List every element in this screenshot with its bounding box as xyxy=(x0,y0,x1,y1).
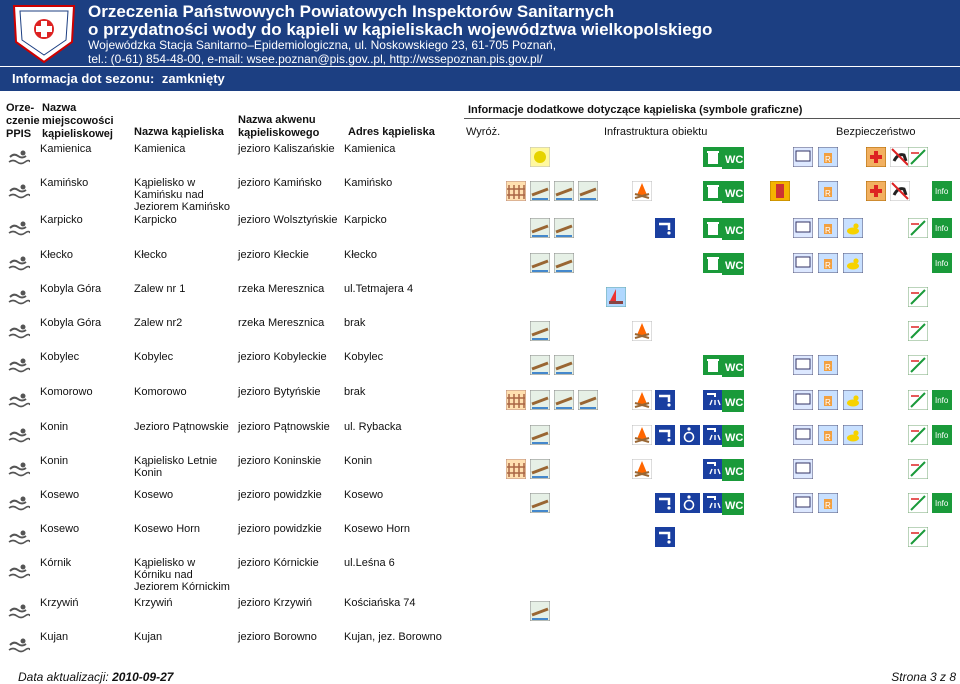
tap-icon xyxy=(655,218,675,238)
row-address: Kobylec xyxy=(344,351,384,363)
row-water-body: jezioro powidzkie xyxy=(238,489,322,501)
duck-icon xyxy=(843,425,863,445)
wc-icon xyxy=(722,390,742,410)
footer-update-label: Data aktualizacji: xyxy=(18,670,109,684)
shower-icon xyxy=(703,390,723,410)
rescue-icon xyxy=(818,355,838,375)
row-water-body: jezioro Borowno xyxy=(238,631,317,643)
row-bathing-site: Kąpielisko w Kamińsku nad Jeziorem Kamińsko xyxy=(134,177,230,213)
row-water-body: jezioro Wolsztyńskie xyxy=(238,214,338,226)
flag-icon xyxy=(793,459,813,479)
tap-icon xyxy=(655,390,675,410)
row-bathing-site: Kamienica xyxy=(134,143,186,155)
row-symbols xyxy=(0,631,960,671)
wc-icon xyxy=(722,147,742,167)
campfire-icon xyxy=(632,181,652,201)
header-address: Wojewódzka Stacja Sanitarno–Epidemiologiczna, ul. Noskowskiego 23, 61-705 Poznań, xyxy=(88,38,557,52)
col-infrastruktura: Infrastruktura obiektu xyxy=(604,126,708,138)
row-address: Kłecko xyxy=(344,249,378,261)
shower-icon xyxy=(703,459,723,479)
row-locality: Komorowo xyxy=(40,386,93,398)
campfire-icon xyxy=(632,425,652,445)
tap-icon xyxy=(655,493,675,513)
firstaid-icon xyxy=(866,147,886,167)
svg-text:R: R xyxy=(825,226,831,235)
row-water-body: jezioro Krzywiń xyxy=(238,597,312,609)
svg-text:R: R xyxy=(825,398,831,407)
phone-icon xyxy=(770,181,790,201)
table-row xyxy=(0,455,960,489)
row-symbols xyxy=(0,214,960,254)
row-water-body: jezioro Bytyńskie xyxy=(238,386,321,398)
pier-icon xyxy=(530,253,550,273)
duck-icon xyxy=(843,218,863,238)
info-icon xyxy=(932,253,952,273)
header-contact: tel.: (0-61) 854-48-00, e-mail: wsee.poznan@pis.gov..pl, http://wssepoznan.pis.gov.pl/ xyxy=(88,52,543,66)
info-icon xyxy=(932,390,952,410)
rescue-icon xyxy=(818,390,838,410)
info-icon xyxy=(932,425,952,445)
col-dodatkowe: Informacje dodatkowe dotyczące kąpieliska (symbole graficzne) xyxy=(468,104,803,116)
svg-text:R: R xyxy=(825,189,831,198)
table-row xyxy=(0,283,960,317)
col-orzeczenie: Orze- czenie PPIS xyxy=(6,102,40,140)
row-address: ul.Tetmajera 4 xyxy=(344,283,414,295)
pier-icon xyxy=(578,181,598,201)
col-akwen: Nazwa akwenu kąpieliskowego xyxy=(238,114,320,139)
table-row xyxy=(0,249,960,283)
row-address: Kamienica xyxy=(344,143,396,155)
nobath-icon xyxy=(908,321,928,341)
row-locality: Kujan xyxy=(40,631,69,643)
row-locality: Kłecko xyxy=(40,249,74,261)
wc-icon xyxy=(722,181,742,201)
row-bathing-site: Zalew nr 1 xyxy=(134,283,186,295)
svg-text:Info: Info xyxy=(935,431,949,440)
campfire-icon xyxy=(632,459,652,479)
row-bathing-site: Kosewo xyxy=(134,489,174,501)
row-symbols xyxy=(0,386,960,426)
tap-icon xyxy=(655,425,675,445)
wc-icon xyxy=(722,459,742,479)
pier-icon xyxy=(554,390,574,410)
pier-icon xyxy=(530,181,550,201)
pier-icon xyxy=(554,218,574,238)
row-water-body: jezioro Pątnowskie xyxy=(238,421,330,433)
row-symbols xyxy=(0,351,960,391)
nobath-icon xyxy=(908,355,928,375)
pier-icon xyxy=(530,355,550,375)
row-bathing-site: Komorowo xyxy=(134,386,187,398)
svg-text:WC: WC xyxy=(725,500,744,512)
fence-icon xyxy=(506,181,526,201)
row-bathing-site: Kłecko xyxy=(134,249,168,261)
row-bathing-site: Kobylec xyxy=(134,351,174,363)
flag-icon xyxy=(793,425,813,445)
svg-text:WC: WC xyxy=(725,188,744,200)
table-row xyxy=(0,351,960,385)
nobath-icon xyxy=(908,527,928,547)
row-address: Kujan, jez. Borowno xyxy=(344,631,442,643)
row-locality: Krzywiń xyxy=(40,597,79,609)
nobath-icon xyxy=(908,459,928,479)
duck-icon xyxy=(843,390,863,410)
col-miejscowosc: Nazwa miejscowości kąpieliskowej xyxy=(42,102,114,140)
row-water-body: rzeka Meresznica xyxy=(238,317,325,329)
info-icon xyxy=(932,218,952,238)
bin-icon xyxy=(703,218,723,238)
wheelchair-icon xyxy=(680,425,700,445)
svg-text:Info: Info xyxy=(935,499,949,508)
campfire-icon xyxy=(632,321,652,341)
table-row xyxy=(0,214,960,248)
row-address: Kosewo xyxy=(344,489,384,501)
col-adres: Adres kąpieliska xyxy=(348,126,435,138)
table-row xyxy=(0,143,960,177)
season-bar xyxy=(0,67,960,91)
pier-icon xyxy=(530,390,550,410)
row-locality: Karpicko xyxy=(40,214,83,226)
row-address: Konin xyxy=(344,455,373,467)
fence-icon xyxy=(506,459,526,479)
col-kapielisko: Nazwa kąpieliska xyxy=(134,126,224,138)
row-address: Kosewo Horn xyxy=(344,523,411,535)
header-title: Orzeczenia Państwowych Powiatowych Inspektorów Sanitarnych xyxy=(88,2,615,21)
svg-text:WC: WC xyxy=(725,260,744,272)
row-locality: Kamienica xyxy=(40,143,92,155)
info-icon xyxy=(932,493,952,513)
nobath-icon xyxy=(908,287,928,307)
pier-icon xyxy=(530,601,550,621)
row-water-body: rzeka Meresznica xyxy=(238,283,325,295)
table-row xyxy=(0,557,960,591)
svg-text:WC: WC xyxy=(725,154,744,166)
pier-icon xyxy=(554,253,574,273)
row-water-body: jezioro Kórnickie xyxy=(238,557,319,569)
row-bathing-site: Krzywiń xyxy=(134,597,173,609)
svg-text:WC: WC xyxy=(725,466,744,478)
bin-icon xyxy=(703,147,723,167)
header-divider xyxy=(464,118,960,119)
footer-page: Strona 3 z 8 xyxy=(891,670,956,684)
svg-text:Info: Info xyxy=(935,187,949,196)
nobath-icon xyxy=(908,218,928,238)
wc-icon xyxy=(722,493,742,513)
row-locality: Kobyla Góra xyxy=(40,283,102,295)
rescue-icon xyxy=(818,493,838,513)
nobath-icon xyxy=(908,493,928,513)
footer-update-date: 2010-09-27 xyxy=(112,670,174,684)
row-address: Kamińsko xyxy=(344,177,393,189)
season-label: Informacja dot sezonu: xyxy=(12,71,155,86)
row-locality: Kobylec xyxy=(40,351,80,363)
svg-text:Info: Info xyxy=(935,396,949,405)
wc-icon xyxy=(722,355,742,375)
row-address: brak xyxy=(344,317,366,329)
flag-icon xyxy=(793,390,813,410)
table-row xyxy=(0,631,960,665)
rescue-icon xyxy=(818,218,838,238)
row-water-body: jezioro Kobyleckie xyxy=(238,351,327,363)
svg-text:Info: Info xyxy=(935,259,949,268)
svg-text:R: R xyxy=(825,363,831,372)
row-address: ul. Rybacka xyxy=(344,421,402,433)
rescue-icon xyxy=(818,181,838,201)
shower-icon xyxy=(703,493,723,513)
table-row xyxy=(0,597,960,631)
nobath-icon xyxy=(908,147,928,167)
flag-icon xyxy=(793,253,813,273)
row-address: ul.Leśna 6 xyxy=(344,557,395,569)
rescue-icon xyxy=(818,147,838,167)
firstaid-icon xyxy=(866,181,886,201)
flag-icon xyxy=(793,147,813,167)
season-status: zamknięty xyxy=(161,71,225,86)
row-bathing-site: Kąpielisko Letnie Konin xyxy=(134,455,218,479)
row-symbols xyxy=(0,177,960,217)
svg-text:R: R xyxy=(825,501,831,510)
row-symbols xyxy=(0,557,960,597)
pier-icon xyxy=(530,425,550,445)
pier-icon xyxy=(578,390,598,410)
wc-icon xyxy=(722,253,742,273)
shower-icon xyxy=(703,425,723,445)
row-locality: Konin xyxy=(40,455,69,467)
row-locality: Kobyla Góra xyxy=(40,317,102,329)
row-water-body: jezioro Kaliszańskie xyxy=(238,143,335,155)
nobath-icon xyxy=(908,425,928,445)
row-water-body: jezioro Koninskie xyxy=(238,455,322,467)
row-water-body: jezioro Kamińsko xyxy=(238,177,322,189)
pier-icon xyxy=(530,459,550,479)
row-locality: Kosewo xyxy=(40,523,80,535)
rescue-icon xyxy=(818,253,838,273)
header-subtitle: o przydatności wody do kąpieli w kąpieliskach województwa wielkopolskiego xyxy=(88,20,713,39)
row-locality: Konin xyxy=(40,421,69,433)
svg-text:Info: Info xyxy=(935,224,949,233)
svg-text:WC: WC xyxy=(725,397,744,409)
svg-text:R: R xyxy=(825,433,831,442)
row-water-body: jezioro powidzkie xyxy=(238,523,322,535)
row-locality: Kamińsko xyxy=(40,177,89,189)
table-row xyxy=(0,489,960,523)
nodog-icon xyxy=(890,181,910,201)
row-bathing-site: Jezioro Pątnowskie xyxy=(134,421,229,433)
pier-icon xyxy=(530,218,550,238)
row-bathing-site: Zalew nr2 xyxy=(134,317,183,329)
header-banner xyxy=(0,0,960,66)
sun-icon xyxy=(530,147,550,167)
table-row xyxy=(0,523,960,557)
col-bezpieczenstwo: Bezpieczeństwo xyxy=(836,126,916,138)
svg-text:WC: WC xyxy=(725,225,744,237)
campfire-icon xyxy=(632,390,652,410)
nobath-icon xyxy=(908,390,928,410)
row-address: brak xyxy=(344,386,366,398)
bin-icon xyxy=(703,355,723,375)
rescue-icon xyxy=(818,425,838,445)
wheelchair-icon xyxy=(680,493,700,513)
tap-icon xyxy=(655,527,675,547)
row-address: Kościańska 74 xyxy=(344,597,416,609)
bin-icon xyxy=(703,253,723,273)
pier-icon xyxy=(554,181,574,201)
row-address: Karpicko xyxy=(344,214,387,226)
duck-icon xyxy=(843,253,863,273)
fence-icon xyxy=(506,390,526,410)
nodog-icon xyxy=(890,147,910,167)
info-icon xyxy=(932,181,952,201)
table-row xyxy=(0,386,960,420)
flag-icon xyxy=(793,218,813,238)
svg-text:R: R xyxy=(825,261,831,270)
row-bathing-site: Kujan xyxy=(134,631,163,643)
bin-icon xyxy=(703,181,723,201)
pier-icon xyxy=(554,355,574,375)
row-water-body: jezioro Kłeckie xyxy=(238,249,309,261)
svg-text:WC: WC xyxy=(725,362,744,374)
col-wyroz: Wyróż. xyxy=(466,126,501,138)
row-bathing-site: Karpicko xyxy=(134,214,177,226)
row-bathing-site: Kosewo Horn xyxy=(134,523,201,535)
table-row xyxy=(0,421,960,455)
footer-update xyxy=(18,670,173,684)
table-row xyxy=(0,177,960,211)
row-locality: Kórnik xyxy=(40,557,72,569)
wc-icon xyxy=(722,218,742,238)
pier-icon xyxy=(530,493,550,513)
svg-text:R: R xyxy=(825,155,831,164)
flag-icon xyxy=(793,355,813,375)
pier-icon xyxy=(530,321,550,341)
table-row xyxy=(0,317,960,351)
wc-icon xyxy=(722,425,742,445)
row-bathing-site: Kąpielisko w Kórniku nad Jeziorem Kórnickim xyxy=(134,557,230,593)
boat-icon xyxy=(606,287,626,307)
flag-icon xyxy=(793,493,813,513)
svg-text:WC: WC xyxy=(725,432,744,444)
row-locality: Kosewo xyxy=(40,489,80,501)
pis-logo xyxy=(8,2,80,64)
